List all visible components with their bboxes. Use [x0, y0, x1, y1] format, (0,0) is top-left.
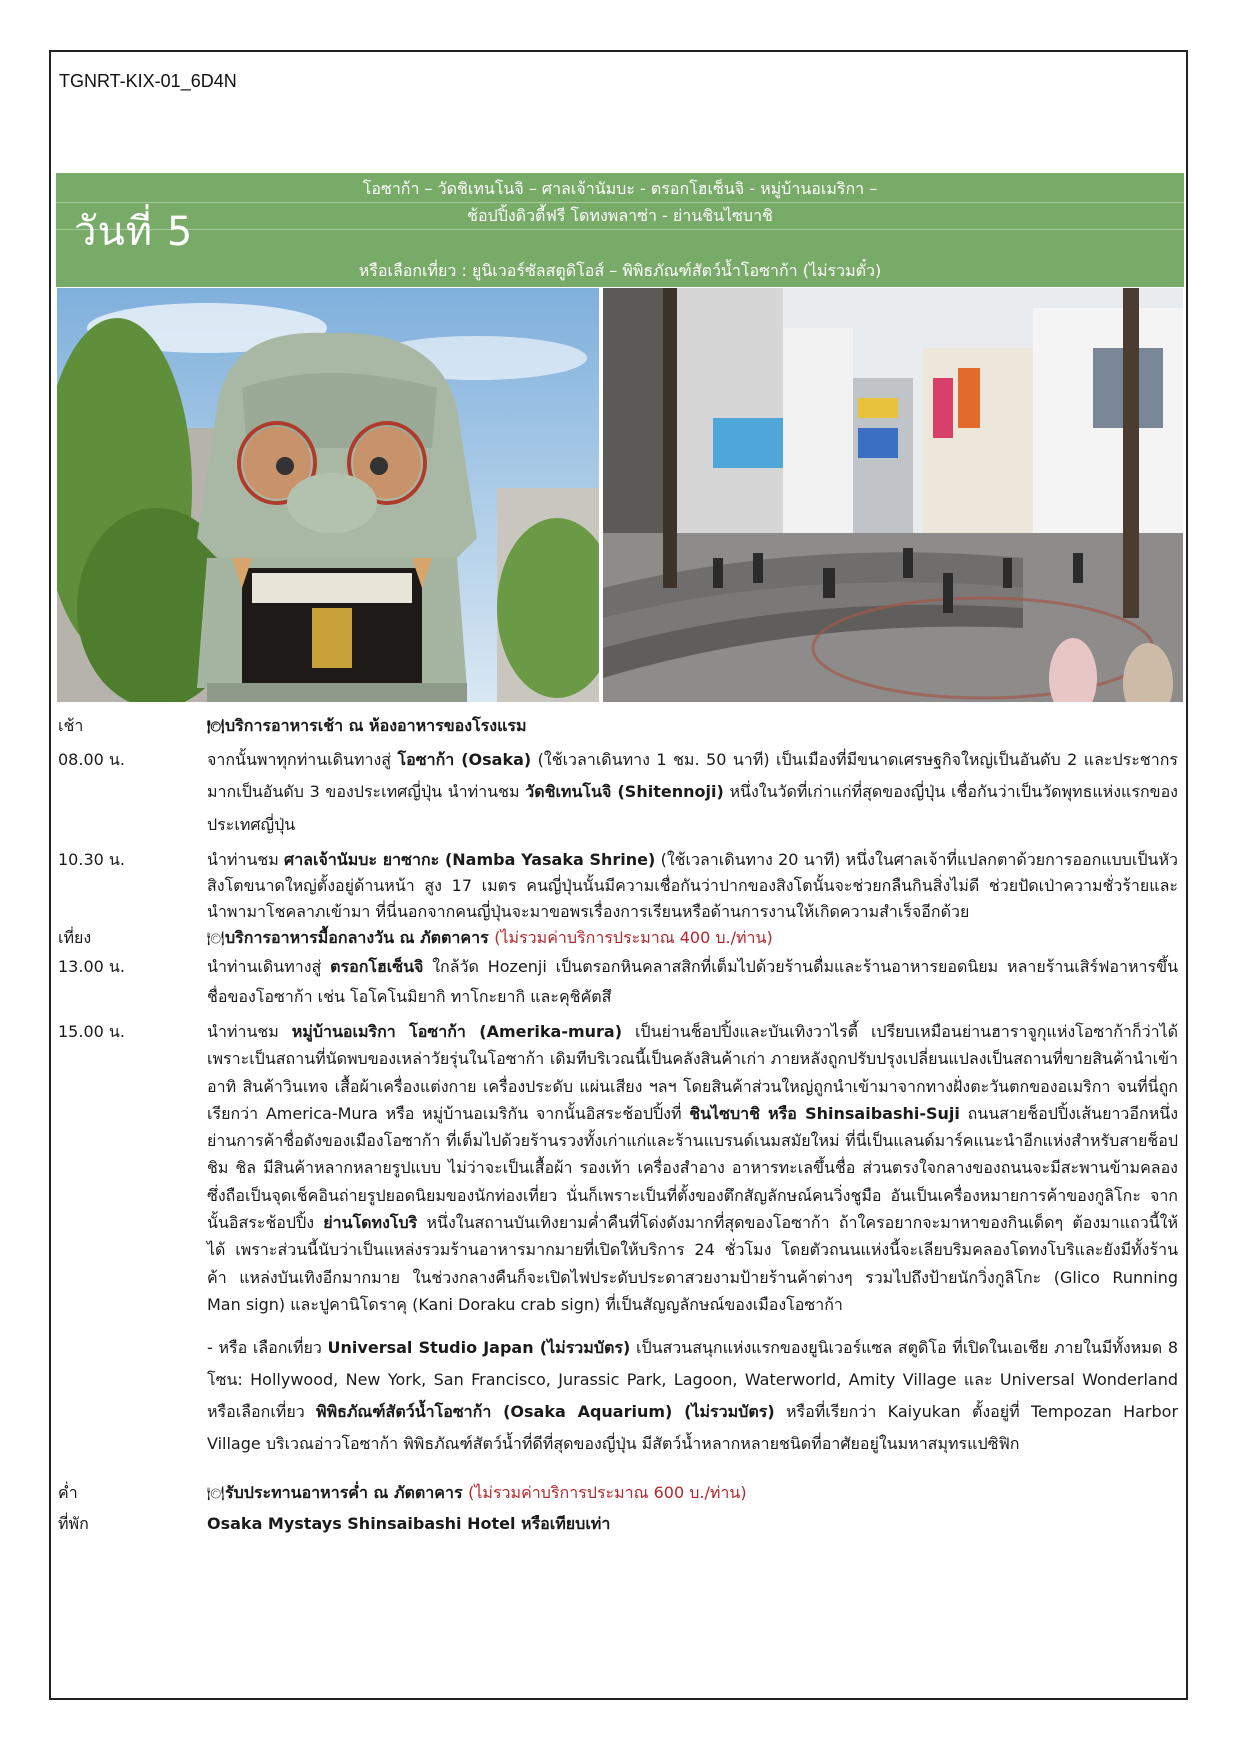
text-run: เป็นย่านช็อปปิ้งและบันเทิงวาไรตี้ เปรียบเหมือนย่านฮาราจูกุแห่งโอซาก้าก็ว่าได้ เพราะเป็นสถานที่นัดพบของเหล่าวัยรุ่นในโอซาก้า เดิมทีบริเวณนี้เป็นคลังสินค้าเก่า ภายหลังถูกปรับปรุงเปลี่ยนแปลงเป็นสถานที่ขายสินค้านำเข้า อาทิ สินค้าวินเทจ เสื้อผ้าเครื่องแต่งกาย เครื่องประดับ แผ่นเสียง ฯลฯ โดยสินค้าส่วนใหญ่ถูกนำเข้ามาจากทางฝั่งตะวันตกของอเมริกา จนที่นี่ถูกเรียกว่า America-Mura หรือ หมู่บ้านอเมริกัน จากนั้นอิสระช้อปปิ้งที่ [207, 1022, 1178, 1123]
text-run: นำท่านชม [207, 1022, 292, 1041]
dinner-description [207, 1478, 1178, 1509]
text-run: หรือที่เรียกว่า Kaiyukan ตั้งอยู่ที่ Tempozan Harbor Village บริเวณอ่าวโอซาก้า พิพิธภัณฑ์สัตว์น้ำที่ดีที่สุดของญี่ปุ่น มีสัตว์น้ำหลากหลายชนิดที่อาศัยอยู่ในมหาสมุทรแปซิฟิก [207, 1402, 1179, 1454]
schedule-row-option [58, 1332, 1178, 1460]
banner-rule [56, 229, 1184, 230]
text-run: หนึ่งในสถานบันเทิงยามค่ำคืนที่โด่งดังมากที่สุดของโอซาก้า ถ้าใครอยากจะมาหาของกินเด็ดๆ ต้องมาแถวนี้ให้ได้ เพราะส่วนนี้นับว่าเป็นแหล่งรวมร้านอาหารมากมายที่เปิดให้บริการ 24 ชั่วโมง โดยตัวถนนแห่งนี้จะเลียบริมคลองโดทงโบริและยังมีทั้งร้านค้า แหล่งบันเทิงอีกมากมาย ในช่วงกลางคืนก็จะเปิดไฟประดับประดาสวยงามป้ายร้านค้าต่างๆ รวมไปถึงป้ายนักวิ่งกูลิโกะ (Glico Running Man sign) และปูคานิโดราคุ (Kani Doraku crab sign) ที่เป็นสัญญลักษณ์ของเมืองโอซาก้า [207, 1213, 1178, 1314]
place-shinsaibashi: ชินไซบาชิ หรือ Shinsaibashi-Suji [689, 1103, 960, 1123]
text-run: (ใช้เวลาเดินทาง 1 ชม. 50 นาที) เป็นเมืองที่มีขนาดเศรษฐกิจใหญ่เป็นอันดับ 2 และประชากรมากเป็นอันดับ 3 ของประเทศญี่ปุ่น นำท่านชม [207, 749, 1178, 801]
schedule-row-dinner [58, 1478, 1178, 1509]
dinner-price-note: (ไม่รวมค่าบริการประมาณ 600 บ./ท่าน) [468, 1483, 747, 1503]
place-osaka: โอซาก้า (Osaka) [397, 749, 532, 769]
schedule-row-hotel [58, 1509, 1178, 1539]
text-run: หนึ่งในวัดที่เก่าแก่ที่สุดของญี่ปุ่น เชื่อกันว่าเป็นวัดพุทธแห่งแรกของประเทศญี่ปุ่น [207, 782, 1178, 834]
time-label: 13.00 น. [58, 957, 125, 976]
breakfast-text: บริการอาหารเช้า ณ ห้องอาหารของโรงแรม [225, 716, 527, 735]
time-label: 15.00 น. [58, 1022, 125, 1041]
banner-rule [56, 202, 1184, 203]
meal-icon: 🍽 [207, 931, 225, 947]
shrine-lion-head-image [57, 288, 599, 702]
place-osaka-aquarium: พิพิธภัณฑ์สัตว์น้ำโอซาก้า (Osaka Aquarium) (ไม่รวมบัตร) [316, 1402, 775, 1422]
breakfast-description [207, 710, 1178, 744]
item-1030-description [207, 847, 1178, 925]
route-line-2: ช้อปปิ้งดิวตี้ฟรี โดทงพลาซ่า - ย่านชินไซบาชิ [467, 206, 773, 225]
lunch-price-note: (ไม่รวมค่าบริการประมาณ 400 บ./ท่าน) [494, 928, 773, 947]
text-run: นำท่านชม [207, 850, 285, 869]
route-line-3: หรือเลือกเที่ยว : ยูนิเวอร์ซัลสตูดิโอส์ – พิพิธภัณฑ์สัตว์น้ำโอซาก้า (ไม่รวมตั๋ว) [358, 261, 882, 280]
dinner-text: รับประทานอาหารค่ำ ณ ภัตตาคาร [225, 1483, 469, 1503]
item-1300-description [207, 952, 1178, 1012]
option-description [207, 1332, 1178, 1460]
text-run: (ใช้เวลาเดินทาง 20 นาที) หนึ่งในศาลเจ้าที่แปลกตาด้วยการออกแบบเป็นหัวสิงโตขนาดใหญ่ตั้งอยู่ด้านหน้า สูง 17 เมตร คนญี่ปุ่นนั้นมีความเชื่อกันว่าปากของสิงโตนั้นจะช่วยกลืนกินสิ่งไม่ดี ช่วยปัดเป่าความชั่วร้ายและนำพามาโชคลาภเข้ามา ที่นี่นอกจากคนญี่ปุ่นจะมาขอพรเรื่องการเรียนหรือด้านการงานให้เกิดความสำเร็จอีกด้วย [207, 850, 1178, 921]
photo-strip [57, 288, 1183, 702]
hotel-name: Osaka Mystays Shinsaibashi Hotel หรือเทียบเท่า [207, 1514, 611, 1534]
time-label: เที่ยง [58, 928, 92, 947]
photo-namba-yasaka-shrine [57, 288, 599, 702]
schedule-row-1030 [58, 847, 1178, 925]
schedule-row-breakfast [58, 710, 1178, 744]
item-0800-description [207, 744, 1178, 842]
place-universal-studio: Universal Studio Japan (ไม่รวมบัตร) [327, 1338, 631, 1358]
lunch-text: บริการอาหารมื้อกลางวัน ณ ภัตตาคาร [225, 928, 495, 947]
schedule-row-0800 [58, 744, 1178, 842]
place-dotonbori: ย่านโดทงโบริ [323, 1213, 418, 1233]
item-1500-description [207, 1018, 1178, 1318]
text-run: - หรือ เลือกเที่ยว [207, 1338, 328, 1358]
text-run: เป็นสวนสนุกแห่งแรกของยูนิเวอร์แซล สตูดิโอ ที่เปิดในเอเชีย ภายในมีทั้งหมด 8 โซน: Hollywood, New York, San Francisco, Jurassic Park, Lagoon, Waterworld, Amity Village และ Universal Wonderland หรือเลือกเที่ยว [207, 1338, 1179, 1422]
photo-amerikamura [603, 288, 1183, 702]
time-label: 10.30 น. [58, 850, 125, 869]
place-hozenji-alley: ตรอกโฮเซ็นจิ [330, 957, 424, 976]
schedule-row-lunch [58, 925, 1178, 952]
place-shitennoji: วัดชิเทนโนจิ (Shitennoji) [525, 782, 724, 801]
time-label: 08.00 น. [58, 749, 125, 769]
day-title: วันที่ 5 [74, 209, 194, 255]
place-amerika-mura: หมู่บ้านอเมริกา โอซาก้า (Amerika-mura) [291, 1022, 623, 1041]
route-line-1: โอซาก้า – วัดชิเทนโนจิ – ศาลเจ้านัมบะ - ตรอกโฮเซ็นจิ - หมู่บ้านอเมริกา – [362, 179, 878, 198]
meal-icon: 🍽 [207, 719, 225, 735]
text-run: ใกล้วัด Hozenji เป็นตรอกหินคลาสสิกที่เต็มไปด้วยร้านดื่มและร้านอาหารยอดนิยม หลายร้านเสิร์ฟอาหารขึ้นชื่อของโอซาก้า เช่น โอโคโนมิยากิ ทาโกะยากิ และคุชิคัตสึ [207, 957, 1179, 1006]
time-label: ที่พัก [58, 1514, 89, 1534]
schedule-row-1500 [58, 1018, 1178, 1318]
meal-icon: 🍽 [207, 1486, 225, 1503]
day-schedule [58, 710, 1178, 1539]
text-run: จากนั้นพาทุกท่านเดินทางสู่ [207, 749, 398, 769]
lunch-description [207, 925, 1178, 952]
text-run: นำท่านเดินทางสู่ [207, 957, 331, 976]
document-code: TGNRT-KIX-01_6D4N [59, 71, 237, 91]
text-run: ถนนสายช็อปปิ้งเส้นยาวอีกหนึ่งย่านการค้าชื่อดังของเมืองโอซาก้า ที่เต็มไปด้วยร้านรวงทั้งเก่าแก่และร้านแบรนด์เนมสมัยใหม่ ที่นี่เป็นแลนด์มาร์คแนะนำอีกแห่งสำหรับสายช็อป ชิม ชิล มีสินค้าหลากหลายรูปแบบ ไม่ว่าจะเป็นเสื้อผ้า รองเท้า เครื่องสำอาง อาหารทะเลขึ้นชื่อ ส่วนตรงใจกลางของถนนจะมีสะพานข้ามคลอง ซึ่งถือเป็นจุดเช็คอินถ่ายรูปยอดนิยมของนักท่องเที่ยว นั่นก็เพราะเป็นที่ตั้งของตึกสัญลักษณ์คนวิ่งชูมือ อันเป็นเครื่องหมายการค้าของกูลิโกะ จากนั้นอิสระช้อปปิ้ง [207, 1103, 1179, 1233]
time-label-empty [58, 1332, 207, 1460]
time-label: ค่ำ [58, 1483, 78, 1503]
day-banner [56, 173, 1184, 287]
schedule-row-1300 [58, 952, 1178, 1012]
time-label: เช้า [58, 716, 84, 735]
place-namba-yasaka: ศาลเจ้านัมบะ ยาซากะ (Namba Yasaka Shrine) [284, 850, 656, 869]
amerikamura-street-image [603, 288, 1183, 702]
